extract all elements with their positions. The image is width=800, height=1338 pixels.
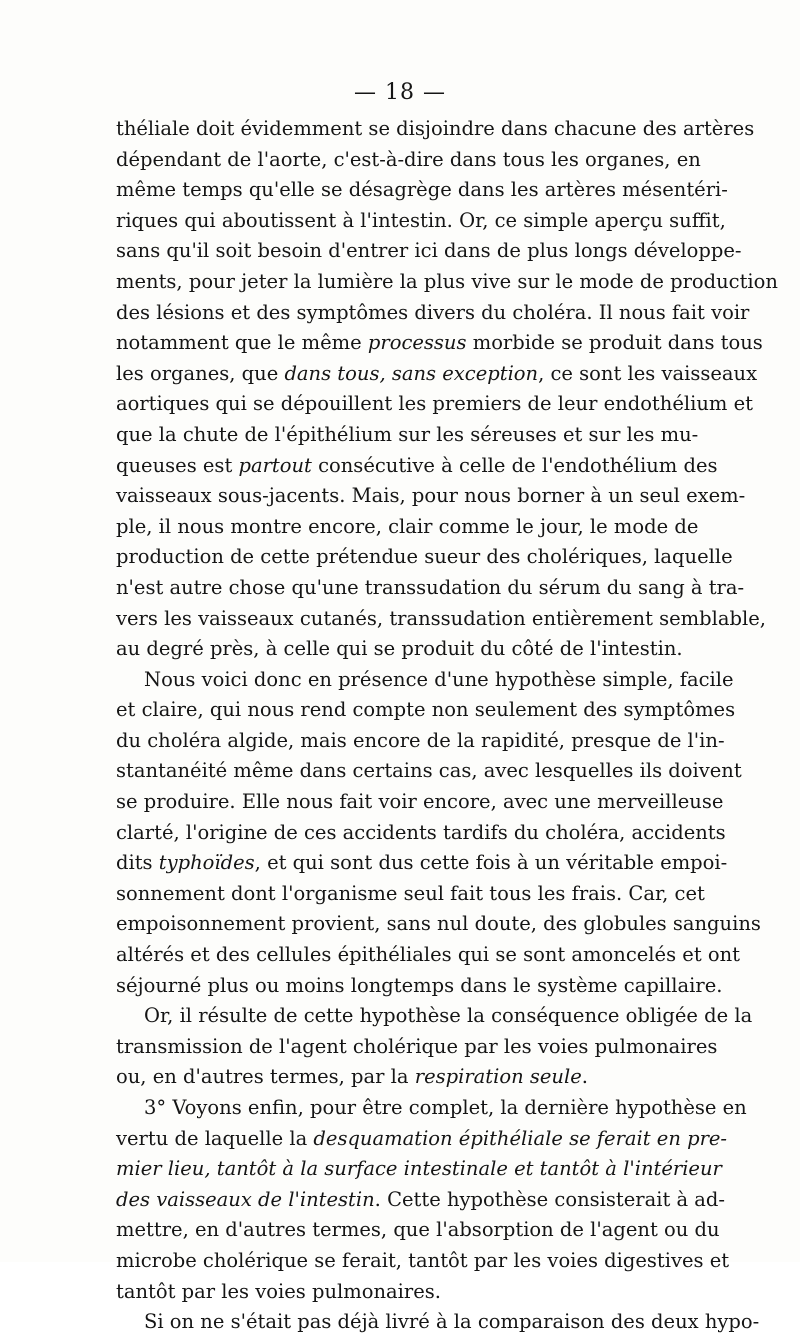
text-line [116, 1277, 682, 1308]
text-line [116, 359, 758, 390]
line-text: vers les vaisseaux cutanés, transsudation entièrement semblable, [116, 606, 766, 630]
line-text: Nous voici donc en présence d'une hypothèse simple, facile [144, 667, 734, 691]
line-text: production de cette prétendue sueur des cholériques, laquelle [116, 545, 733, 569]
italic-text: dans tous, sans exception [284, 361, 539, 385]
text-line [116, 512, 699, 543]
text-line [116, 848, 728, 879]
line-text: même temps qu'elle se désagrège dans les artères mésentéri- [116, 178, 728, 202]
text-line [116, 726, 725, 757]
line-text: aortiques qui se dépouillent les premiers de leur endothélium et [116, 392, 753, 416]
line-text: 3° Voyons enfin, pour être complet, la dernière hypothèse en [144, 1096, 747, 1119]
line-text: empoisonnement provient, sans nul doute, des globules sanguins [116, 912, 761, 936]
text-line [116, 971, 723, 1002]
italic-text: partout [238, 453, 312, 477]
italic-text: mier lieu, tantôt à la surface intestinale et tantôt à l'intérieur [116, 1157, 722, 1181]
line-text: ple, il nous montre encore, clair comme le jour, le mode de [116, 514, 699, 538]
line-text: au degré près, à celle qui se produit du côté de l'intestin. [116, 637, 683, 661]
text-line [116, 1032, 718, 1063]
text-line [116, 1154, 722, 1185]
line-text: ments, pour jeter la lumière la plus vive sur le mode de production [116, 269, 778, 293]
line-text: des lésions et des symptômes divers du choléra. Il nous fait voir [116, 300, 750, 324]
text-line [116, 389, 753, 420]
italic-text: respiration seule [414, 1065, 582, 1089]
line-text: séjourné plus ou moins longtemps dans le système capillaire. [116, 973, 723, 997]
line-text: se produire. Elle nous fait voir encore, avec une merveilleuse [116, 790, 724, 814]
line-text: , ce sont les vaisseaux [538, 361, 758, 385]
line-text: mettre, en d'autres termes, que l'absorption de l'agent ou du [116, 1218, 720, 1242]
line-text: consécutive à celle de l'endothélium des [311, 453, 718, 477]
line-text: du choléra algide, mais encore de la rapidité, presque de l'in- [116, 728, 725, 752]
text-line [116, 175, 728, 206]
text-line [116, 481, 746, 512]
line-text: tantôt par les voies pulmonaires. [116, 1279, 441, 1303]
line-text: que la chute de l'épithélium sur les séreuses et sur les mu- [116, 422, 699, 446]
italic-text: typhoïdes [158, 851, 255, 875]
page-number: — 18 — [354, 80, 446, 105]
text-line [116, 1185, 726, 1216]
text-line [116, 1215, 720, 1246]
text-line [116, 665, 734, 696]
text-line [116, 1093, 747, 1124]
text-line [116, 634, 682, 665]
line-text: dits [116, 851, 159, 875]
text-line [116, 451, 718, 482]
line-text: dépendant de l'aorte, c'est-à-dire dans tous les organes, en [116, 147, 701, 171]
italic-text: processus [367, 331, 467, 355]
text-line [116, 604, 766, 635]
text-line [116, 1124, 728, 1155]
line-text: Si on ne s'était pas déjà livré à la comparaison des deux hypo- [144, 1310, 760, 1334]
line-text: clarté, l'origine de ces accidents tardifs du choléra, accidents [116, 820, 726, 844]
line-text: sonnement dont l'organisme seul fait tous les frais. Car, cet [116, 881, 705, 905]
line-text: sans qu'il soit besoin d'entrer ici dans de plus longs développe- [116, 239, 742, 263]
line-text: , et qui sont dus cette fois à un véritable empoi- [254, 851, 728, 875]
text-line [116, 145, 701, 176]
italic-text: desquamation épithéliale se ferait en pre- [313, 1126, 728, 1150]
line-text: altérés et des cellules épithéliales qui se sont amoncelés et ont [116, 943, 740, 967]
line-text: vertu de laquelle la [116, 1126, 314, 1150]
line-text: morbide se produit dans tous [466, 331, 763, 355]
line-text: queuses est [116, 453, 239, 477]
line-text: transmission de l'agent cholérique par les voies pulmonaires [116, 1034, 718, 1058]
line-text: n'est autre chose qu'une transsudation du sérum du sang à tra- [116, 575, 745, 599]
text-line [116, 236, 742, 267]
text-line [116, 328, 763, 359]
line-text: . Cette hypothèse consisterait à ad- [374, 1187, 726, 1211]
text-line [116, 1001, 753, 1032]
text-line [116, 756, 742, 787]
italic-text: des vaisseaux de l'intestin [116, 1187, 375, 1211]
line-text: . [581, 1065, 588, 1089]
text-line [116, 267, 778, 298]
text-line [116, 909, 761, 940]
text-line [116, 695, 736, 726]
text-line [116, 879, 705, 910]
line-text: Or, il résulte de cette hypothèse la conséquence obligée de la [144, 1004, 753, 1028]
line-text: notamment que le même [116, 331, 368, 355]
line-text: microbe cholérique se ferait, tantôt par les voies digestives et [116, 1248, 730, 1272]
line-text: stantanéité même dans certains cas, avec lesquelles ils doivent [116, 759, 742, 783]
text-line [116, 1062, 682, 1093]
text-line [116, 298, 750, 329]
text-line [116, 114, 755, 145]
text-line [116, 420, 699, 451]
text-line [116, 787, 724, 818]
line-text: riques qui aboutissent à l'intestin. Or, ce simple aperçu suffit, [116, 208, 726, 232]
text-line [116, 573, 745, 604]
line-text: et claire, qui nous rend compte non seulement des symptômes [116, 698, 736, 722]
body-text [116, 114, 778, 1338]
text-line [116, 940, 740, 971]
text-line [116, 1246, 730, 1277]
line-text: théliale doit évidemment se disjoindre dans chacune des artères [116, 117, 755, 140]
text-line [116, 206, 726, 237]
text-line [116, 542, 733, 573]
line-text: les organes, que [116, 361, 285, 385]
line-text: ou, en d'autres termes, par la [116, 1065, 415, 1089]
line-text: vaisseaux sous-jacents. Mais, pour nous borner à un seul exem- [116, 484, 746, 508]
text-line [116, 818, 726, 849]
text-line [116, 1307, 760, 1338]
